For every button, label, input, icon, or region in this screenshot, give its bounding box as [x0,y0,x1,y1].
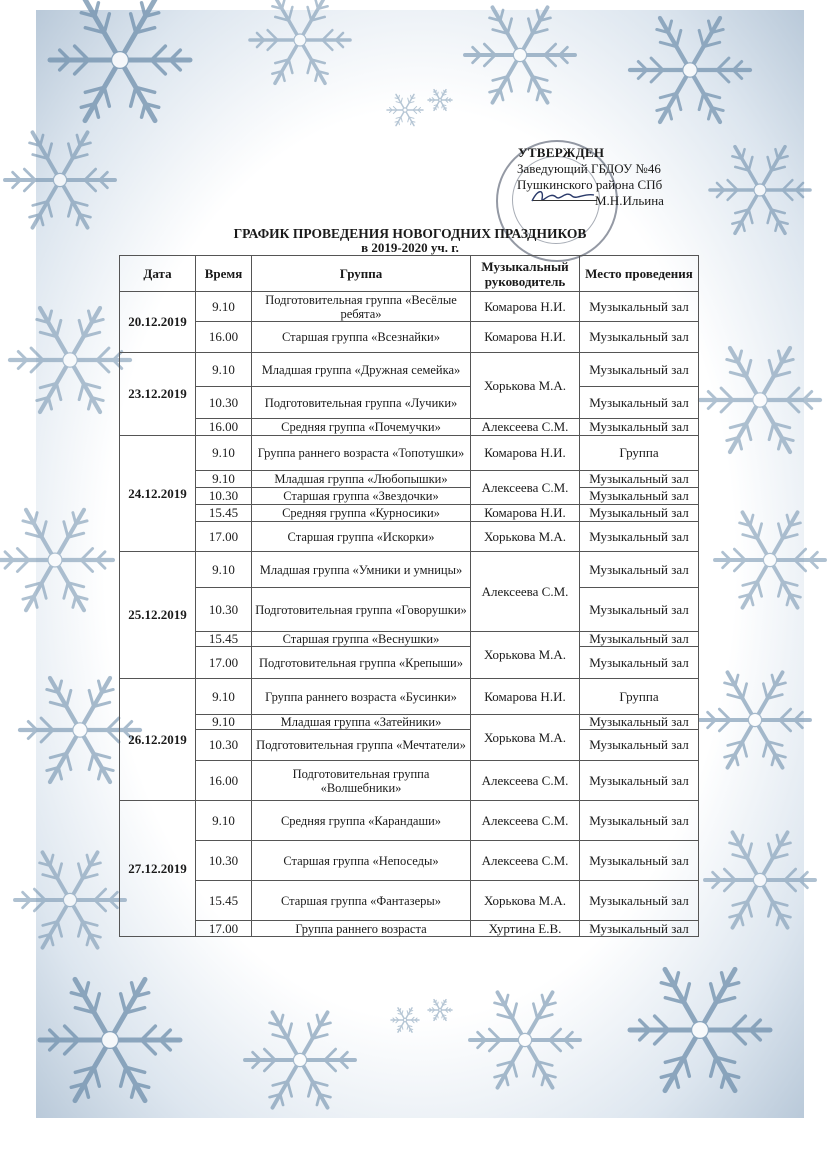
venue-cell: Музыкальный зал [580,761,699,801]
time-cell: 17.00 [196,522,252,552]
venue-cell: Музыкальный зал [580,730,699,761]
table-row [120,588,699,632]
header-venue: Место проведения [580,256,699,292]
table-row [120,552,699,588]
time-cell: 9.10 [196,715,252,730]
date-cell: 27.12.2019 [120,801,196,937]
venue-cell: Музыкальный зал [580,505,699,522]
music-director-cell: Алексеева С.М. [471,471,580,505]
venue-cell: Музыкальный зал [580,715,699,730]
group-cell: Подготовительная группа «Говорушки» [252,588,471,632]
time-cell: 16.00 [196,761,252,801]
venue-cell: Музыкальный зал [580,588,699,632]
venue-cell: Музыкальный зал [580,471,699,488]
date-cell: 20.12.2019 [120,292,196,353]
group-cell: Младшая группа «Дружная семейка» [252,353,471,387]
group-cell: Группа раннего возраста [252,921,471,937]
venue-cell: Музыкальный зал [580,488,699,505]
table-row [120,647,699,679]
time-cell: 9.10 [196,471,252,488]
table-row [120,353,699,387]
approval-position: Заведующий ГБДОУ №46 [517,161,661,176]
table-row [120,921,699,937]
group-cell: Младшая группа «Затейники» [252,715,471,730]
group-cell: Младшая группа «Умники и умницы» [252,552,471,588]
group-cell: Группа раннего возраста «Топотушки» [252,436,471,471]
venue-cell: Музыкальный зал [580,387,699,419]
time-cell: 10.30 [196,387,252,419]
group-cell: Подготовительная группа «Крепыши» [252,647,471,679]
table-row [120,679,699,715]
time-cell: 9.10 [196,801,252,841]
table-row [120,419,699,436]
date-cell: 24.12.2019 [120,436,196,552]
music-director-cell: Комарова Н.И. [471,436,580,471]
header-music-director: Музыкальный руководитель [471,256,580,292]
music-director-cell: Хуртина Е.В. [471,921,580,937]
venue-cell: Музыкальный зал [580,801,699,841]
music-director-cell: Алексеева С.М. [471,761,580,801]
time-cell: 10.30 [196,588,252,632]
music-director-cell: Алексеева С.М. [471,841,580,881]
venue-cell: Музыкальный зал [580,419,699,436]
table-row [120,715,699,730]
table-row [120,292,699,322]
venue-cell: Музыкальный зал [580,353,699,387]
document-subtitle: в 2019-2020 уч. г. [361,240,459,255]
time-cell: 9.10 [196,436,252,471]
group-cell: Подготовительная группа «Мечтатели» [252,730,471,761]
date-cell: 26.12.2019 [120,679,196,801]
header-time: Время [196,256,252,292]
group-cell: Подготовительная группа «Лучики» [252,387,471,419]
table-row [120,632,699,647]
group-cell: Старшая группа «Веснушки» [252,632,471,647]
venue-cell: Музыкальный зал [580,647,699,679]
document-title: ГРАФИК ПРОВЕДЕНИЯ НОВОГОДНИХ ПРАЗДНИКОВ [233,226,587,241]
table-row [120,522,699,552]
venue-cell: Музыкальный зал [580,292,699,322]
venue-cell: Музыкальный зал [580,552,699,588]
table-row [120,841,699,881]
date-cell: 25.12.2019 [120,552,196,679]
time-cell: 9.10 [196,353,252,387]
table-row [120,881,699,921]
group-cell: Старшая группа «Звездочки» [252,488,471,505]
approval-block [515,145,715,209]
time-cell: 17.00 [196,647,252,679]
music-director-cell: Комарова Н.И. [471,322,580,353]
music-director-cell: Хорькова М.А. [471,522,580,552]
venue-cell: Группа [580,436,699,471]
group-cell: Средняя группа «Курносики» [252,505,471,522]
venue-cell: Музыкальный зал [580,632,699,647]
date-cell: 23.12.2019 [120,353,196,436]
venue-cell: Музыкальный зал [580,881,699,921]
time-cell: 9.10 [196,292,252,322]
time-cell: 16.00 [196,419,252,436]
time-cell: 9.10 [196,679,252,715]
time-cell: 15.45 [196,505,252,522]
time-cell: 16.00 [196,322,252,353]
venue-cell: Музыкальный зал [580,522,699,552]
time-cell: 10.30 [196,730,252,761]
table-row [120,488,699,505]
music-director-cell: Комарова Н.И. [471,505,580,522]
time-cell: 10.30 [196,841,252,881]
music-director-cell: Хорькова М.А. [471,353,580,419]
header-group: Группа [252,256,471,292]
time-cell: 10.30 [196,488,252,505]
table-row [120,801,699,841]
approval-heading: УТВЕРЖДЕН [518,145,605,160]
schedule-body [120,292,699,937]
music-director-cell: Хорькова М.А. [471,881,580,921]
group-cell: Старшая группа «Всезнайки» [252,322,471,353]
table-row [120,730,699,761]
table-row [120,322,699,353]
approval-signatory: М.Н.Ильина [595,193,664,208]
music-director-cell: Алексеева С.М. [471,801,580,841]
time-cell: 17.00 [196,921,252,937]
time-cell: 15.45 [196,881,252,921]
table-row [120,471,699,488]
group-cell: Группа раннего возраста «Бусинки» [252,679,471,715]
music-director-cell: Хорькова М.А. [471,632,580,679]
table-row [120,387,699,419]
approval-district: Пушкинского района СПб [517,177,663,192]
table-row [120,505,699,522]
group-cell: Младшая группа «Любопышки» [252,471,471,488]
venue-cell: Музыкальный зал [580,841,699,881]
group-cell: Подготовительная группа «Весёлые ребята» [252,292,471,322]
group-cell: Старшая группа «Непоседы» [252,841,471,881]
group-cell: Подготовительная группа «Волшебники» [252,761,471,801]
music-director-cell: Комарова Н.И. [471,292,580,322]
schedule-table [119,255,699,937]
music-director-cell: Алексеева С.М. [471,552,580,632]
time-cell: 15.45 [196,632,252,647]
music-director-cell: Алексеева С.М. [471,419,580,436]
group-cell: Старшая группа «Искорки» [252,522,471,552]
group-cell: Средняя группа «Карандаши» [252,801,471,841]
venue-cell: Музыкальный зал [580,322,699,353]
venue-cell: Музыкальный зал [580,921,699,937]
group-cell: Средняя группа «Почемучки» [252,419,471,436]
group-cell: Старшая группа «Фантазеры» [252,881,471,921]
time-cell: 9.10 [196,552,252,588]
venue-cell: Группа [580,679,699,715]
table-row [120,761,699,801]
music-director-cell: Хорькова М.А. [471,715,580,761]
music-director-cell: Комарова Н.И. [471,679,580,715]
table-header-row [120,256,699,292]
header-date: Дата [120,256,196,292]
table-row [120,436,699,471]
